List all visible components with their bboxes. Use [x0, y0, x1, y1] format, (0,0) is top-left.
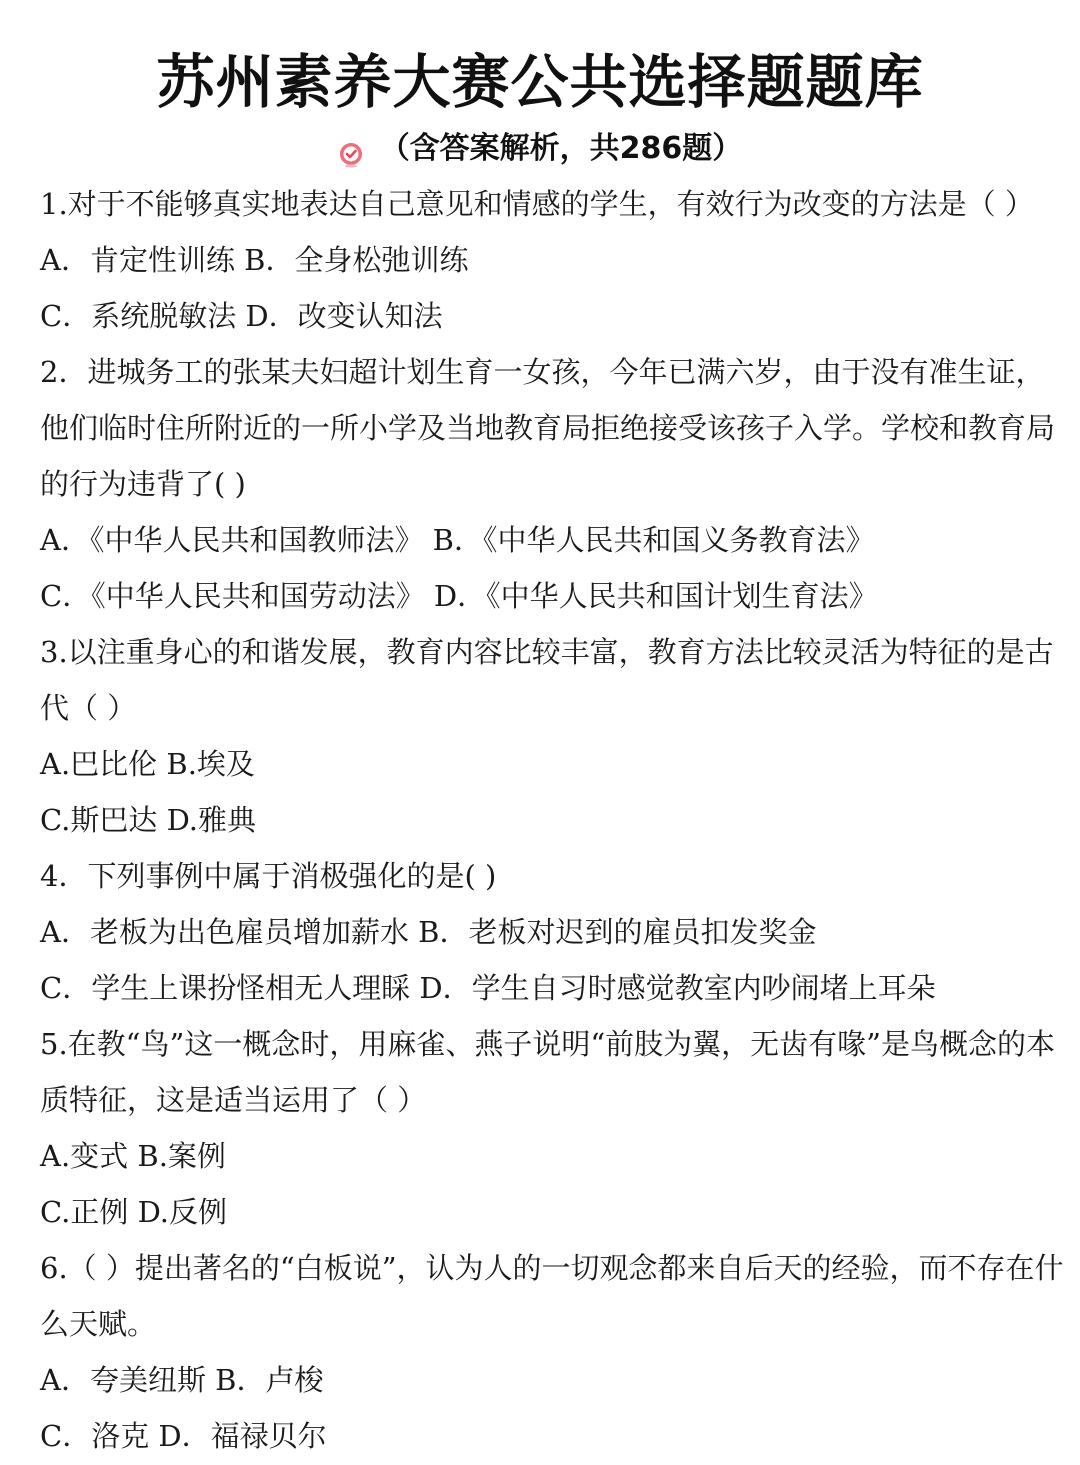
- pin-check-icon: [338, 134, 364, 160]
- question-1-options-cd: C．系统脱敏法 D．改变认知法: [40, 299, 443, 333]
- question-5-stem-line-2: 质特征，这是适当运用了（ ）: [40, 1083, 427, 1117]
- question-3-stem-line-1: 3.以注重身心的和谐发展，教育内容比较丰富，教育方法比较灵活为特征的是古: [40, 635, 1054, 669]
- page-subtitle: [0, 124, 1080, 174]
- question-1-stem: 1.对于不能够真实地表达自己意见和情感的学生，有效行为改变的方法是（ ）: [40, 187, 1034, 221]
- question-3-stem-line-2: 代（ ）: [40, 691, 137, 725]
- question-3-options-cd: C.斯巴达 D.雅典: [40, 803, 257, 837]
- question-3-options-ab: A.巴比伦 B.埃及: [40, 747, 255, 781]
- question-4-stem: 4．下列事例中属于消极强化的是( ): [40, 859, 497, 893]
- question-list: [40, 176, 1064, 1464]
- page-title: 苏州素养大赛公共选择题题库: [156, 48, 924, 116]
- question-4-options-cd: C．学生上课扮怪相无人理睬 D．学生自习时感觉教室内吵闹堵上耳朵: [40, 971, 936, 1005]
- question-2-stem-line-2: 他们临时住所附近的一所小学及当地教育局拒绝接受该孩子入学。学校和教育局: [40, 411, 1056, 445]
- question-4-options-ab: A．老板为出色雇员增加薪水 B．老板对迟到的雇员扣发奖金: [40, 915, 817, 949]
- question-2-stem-line-3: 的行为违背了( ): [40, 467, 246, 501]
- question-5-stem-line-1: 5.在教“鸟”这一概念时，用麻雀、燕子说明“前肢为翼，无齿有喙”是鸟概念的本: [40, 1027, 1055, 1061]
- question-6-stem-line-2: 么天赋。: [40, 1307, 157, 1341]
- question-6-options-ab: A．夸美纽斯 B．卢梭: [40, 1363, 324, 1397]
- question-5-options-ab: A.变式 B.案例: [40, 1139, 226, 1173]
- subtitle-text: （含答案解析，共286题）: [379, 131, 743, 166]
- question-6-stem-line-1: 6.（ ）提出著名的“白板说”，认为人的一切观念都来自后天的经验，而不存在什: [40, 1251, 1064, 1285]
- question-2-stem-line-1: 2．进城务工的张某夫妇超计划生育一女孩，今年已满六岁，由于没有准生证，: [40, 355, 1045, 389]
- question-2-options-ab: A．《中华人民共和国教师法》 B．《中华人民共和国义务教育法》: [40, 523, 875, 557]
- question-5-options-cd: C.正例 D.反例: [40, 1195, 228, 1229]
- question-1-options-ab: A．肯定性训练 B．全身松弛训练: [40, 243, 469, 277]
- question-2-options-cd: C．《中华人民共和国劳动法》 D．《中华人民共和国计划生育法》: [40, 579, 878, 613]
- question-6-options-cd: C．洛克 D．福禄贝尔: [40, 1419, 327, 1453]
